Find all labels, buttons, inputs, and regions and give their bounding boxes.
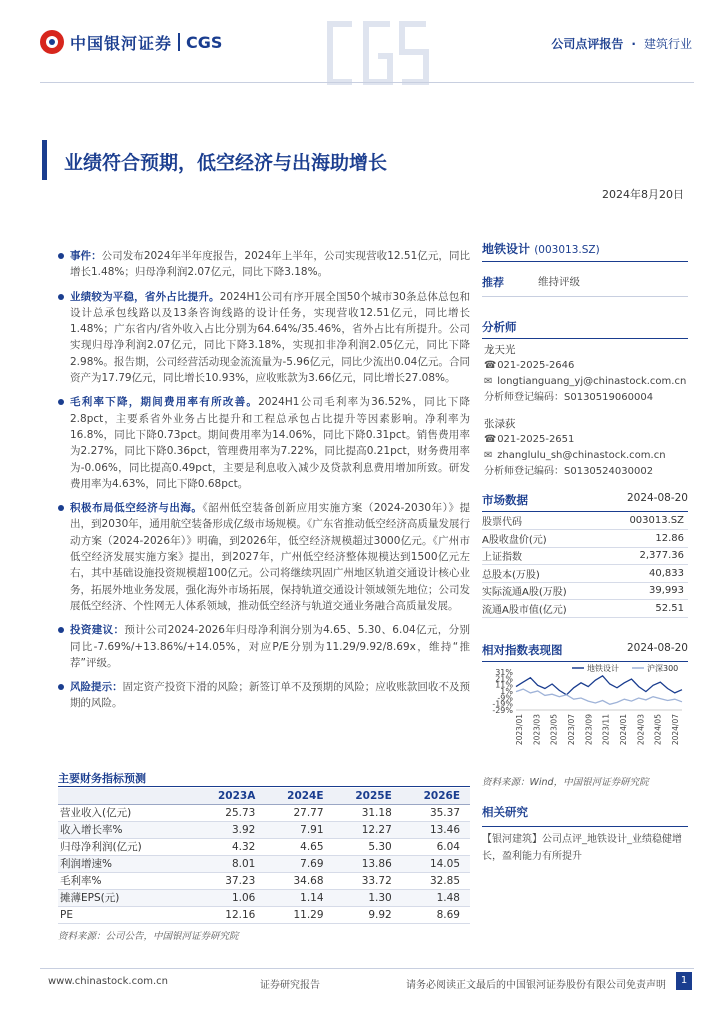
analyst-email-row[interactable] — [484, 448, 688, 464]
para-text: 2024H1公司有序开展全国50个城市30条总体总包和设计总承包线路以及13条咨询线路的设计任务，实现营收12.51亿元，同比增长1.48%；广东省内/省外收入占比分别为64.64%/35.46%，省外占比有所提升。公司实现归母净利润2.07亿元，同比下降3.18%，实现扣非净利润2.05亿元，同比下降2.98%。报告期，公司经营活动现金流流量为-5.96亿元，同比少流出0.04亿元。合同资产为17.79亿元，同比增长10.93%，应收账款为3.66亿元，同比增长27.08%。 — [70, 290, 470, 385]
phone-icon: ☎ — [484, 434, 497, 445]
table-cell: 收入增长率% — [58, 821, 196, 838]
phone-icon: ☎ — [484, 360, 497, 371]
analyst-section-header — [482, 319, 688, 339]
table-cell: 52.51 — [604, 600, 688, 618]
fin-table-source: 资料来源：公司公告，中国银河证券研究院 — [58, 931, 239, 942]
logo-divider — [178, 33, 180, 51]
table-row — [482, 582, 688, 600]
table-cell: 7.91 — [265, 821, 333, 838]
table-cell: 实际流通A股(万股) — [482, 582, 604, 600]
y-tick-label: 21% — [495, 673, 513, 683]
brand-logo — [40, 30, 222, 54]
analyst-phone-row — [484, 432, 688, 448]
para-lead: 投资建议： — [70, 624, 125, 637]
rating-row — [482, 274, 688, 297]
chart-source: 资料来源：Wind，中国银河证券研究院 — [482, 776, 649, 788]
analyst-phone: 021-2025-2646 — [497, 360, 575, 371]
para-margin — [58, 394, 470, 492]
table-cell: 27.77 — [265, 804, 333, 821]
chart-header: 相对指数表现图 — [482, 642, 563, 657]
cert-code: S0130524030002 — [564, 466, 654, 477]
table-cell: 营业收入(亿元) — [58, 804, 196, 821]
report-type-label: 公司点评报告 — [551, 37, 624, 51]
logo-emblem-icon — [40, 30, 64, 54]
analyst-phone: 021-2025-2651 — [497, 434, 575, 445]
chart-section-header — [482, 642, 688, 662]
logo-cgs: CGS — [186, 32, 223, 52]
y-tick-label: -29% — [492, 705, 513, 715]
table-cell: 1.14 — [265, 889, 333, 906]
x-tick-label: 2024/05 — [653, 713, 663, 745]
table-cell: 股票代码 — [482, 512, 604, 530]
table-cell: 13.46 — [402, 821, 470, 838]
footer-doc-type: 证券研究报告 — [260, 980, 320, 991]
legend-label: 地铁设计 — [587, 663, 619, 673]
sidebar-column — [482, 240, 688, 865]
para-event — [58, 248, 470, 281]
cert-label: 分析师登记编码： — [484, 466, 564, 477]
para-risk — [58, 679, 470, 712]
y-tick-label: -9% — [497, 692, 513, 702]
rating-label: 推荐 — [482, 276, 504, 289]
table-cell: 8.01 — [196, 855, 266, 872]
para-text: 预计公司2024-2026年归母净利润分别为4.65、5.30、6.04亿元，分别同比-7.69%/+13.86%/+14.05%，对应P/E分别为11.29/9.92/8.69x，维持“推荐”评级。 — [70, 624, 470, 669]
market-date: 2024-08-20 — [626, 492, 688, 504]
table-cell: 4.32 — [196, 838, 266, 855]
fin-table-title: 主要财务指标预测 — [58, 772, 146, 785]
para-text: 《韶州低空装备创新应用实施方案（2024-2030年）》提出，到2030年，通用航空装备形成亿级市场规模。《广东省推动低空经济高质量发展行动方案（2024-2026年）》明确，到2026年，低空经济规模超过3000亿元。《广州市低空经济发展实施方案》提出，到2027年，广州低空经济整体规模达到1500亿元左右，其中基础设施投资规模超100亿元。公司将继续巩固广州地区轨道交通设计核心业务，拓展外地业务发展，强化海外市场拓展，保持轨道交通设计领域领先地位；公司发展低空经济、个性网无人体系领域，推动低空经济与轨道交通业务融合高质量发展。 — [70, 502, 471, 612]
table-cell: 5.30 — [334, 838, 402, 855]
market-header: 市场数据 — [482, 493, 528, 507]
table-cell: 6.04 — [402, 838, 470, 855]
y-tick-label: 31% — [495, 667, 513, 677]
chart-canvas — [482, 662, 688, 770]
para-text: 2024H1公司毛利率为36.52%，同比下降2.8pct，主要系省外业务占比提升和工程总承包占比提升等因素影响。净利率为16.8%，同比下降0.73pct。期间费用率为14.06%，同比下降0.31pct。销售费用率为2.27%，同比下降0.36pct，管理费用率为7.22%，同比提高0.21pct，财务费用率为-0.06%，同比提高0.49pct，主要是利息收入减少及贷款利息费用增加所致。研发费用率为4.63%，同比下降0.68pct。 — [70, 396, 470, 490]
separator-dot: · — [631, 37, 636, 51]
analyst-header: 分析师 — [482, 320, 517, 334]
table-cell: 35.37 — [402, 804, 470, 821]
company-heading — [482, 240, 688, 262]
table-cell: 1.48 — [402, 889, 470, 906]
analyst-cert-row — [484, 464, 688, 480]
x-tick-label: 2023/01 — [515, 713, 524, 745]
table-cell: 上证指数 — [482, 547, 604, 565]
series-line-index — [516, 689, 682, 704]
related-research-link[interactable]: 【银河建筑】公司点评_地铁设计_业绩稳健增长，盈利能力有所提升 — [482, 826, 688, 865]
x-tick-label: 2023/11 — [601, 713, 611, 745]
header-divider — [40, 82, 694, 83]
table-row — [58, 838, 470, 855]
chart-date: 2024-08-20 — [626, 641, 688, 654]
report-type — [551, 35, 692, 52]
analyst-block — [482, 342, 688, 406]
table-cell: 39,993 — [604, 582, 688, 600]
table-cell: 12.16 — [196, 906, 266, 923]
analyst-email: zhanglulu_sh@chinastock.com.cn — [497, 450, 666, 461]
y-tick-label: 1% — [500, 686, 513, 696]
mail-icon: ✉ — [484, 450, 493, 461]
table-cell: PE — [58, 906, 196, 923]
x-tick-label: 2024/03 — [636, 713, 646, 745]
report-title: 业绩符合预期，低空经济与出海助增长 — [64, 152, 388, 174]
footer-disclaimer: 请务必阅读正文最后的中国银河证券股份有限公司免责声明 — [406, 980, 666, 991]
analyst-email-row[interactable] — [484, 374, 688, 390]
table-row — [58, 855, 470, 872]
para-lead: 积极布局低空经济与出海。 — [70, 502, 203, 515]
table-row — [482, 547, 688, 565]
table-row — [58, 872, 470, 889]
table-header: 2024E — [265, 788, 333, 804]
table-row — [482, 565, 688, 583]
cert-label: 分析师登记编码： — [484, 392, 564, 403]
market-data-table — [482, 512, 688, 618]
table-header: 2023A — [196, 788, 266, 804]
x-tick-label: 2023/07 — [567, 713, 576, 745]
logo-text: 中国银河证券 — [70, 33, 173, 53]
footer-divider — [40, 968, 694, 969]
title-accent-bar — [42, 140, 47, 180]
table-row — [58, 821, 470, 838]
para-lead: 事件： — [70, 250, 102, 262]
table-header: 2026E — [402, 788, 470, 804]
table-cell: 3.92 — [196, 821, 266, 838]
y-tick-label: 11% — [495, 680, 513, 690]
table-cell: 13.86 — [334, 855, 402, 872]
table-cell: 14.05 — [402, 855, 470, 872]
table-cell: 毛利率% — [58, 872, 196, 889]
table-cell: 37.23 — [196, 872, 266, 889]
fin-table-divider — [58, 786, 470, 787]
table-cell: 33.72 — [334, 872, 402, 889]
series-line-stock — [516, 675, 682, 694]
table-cell: 9.92 — [334, 906, 402, 923]
table-cell: 34.68 — [265, 872, 333, 889]
table-cell: 40,833 — [604, 565, 688, 583]
relative-index-chart — [482, 662, 688, 772]
table-row — [482, 530, 688, 548]
table-cell: A股收盘价(元) — [482, 530, 604, 548]
x-tick-label: 2023/09 — [584, 713, 594, 745]
analyst-cert-row — [484, 390, 688, 406]
x-tick-label: 2023/05 — [549, 713, 559, 745]
table-cell: 32.85 — [402, 872, 470, 889]
table-cell: 003013.SZ — [604, 512, 688, 530]
table-header — [58, 788, 196, 804]
analyst-name: 龙天光 — [484, 344, 516, 356]
table-cell: 4.65 — [265, 838, 333, 855]
company-name: 地铁设计 — [482, 242, 531, 256]
footer-url[interactable]: www.chinastock.com.cn — [48, 976, 168, 987]
cgs-watermark-icon — [322, 14, 432, 92]
analyst-email: longtianguang_yj@chinastock.com.cn — [497, 376, 687, 387]
table-cell: 2,377.36 — [604, 547, 688, 565]
para-lead: 风险提示： — [70, 681, 123, 694]
legend-label: 沪深300 — [647, 663, 679, 673]
table-cell: 8.69 — [402, 906, 470, 923]
para-investment — [58, 622, 470, 671]
analyst-block — [482, 416, 688, 480]
para-text: 固定资产投资下滑的风险；新签订单不及预期的风险；应收账款回收不及预期的风险。 — [70, 681, 471, 710]
para-lead: 业绩较为平稳，省外占比提升。 — [70, 290, 220, 303]
table-row — [482, 600, 688, 618]
table-row — [58, 804, 470, 821]
table-header: 2025E — [334, 788, 402, 804]
x-tick-label: 2024/01 — [619, 713, 628, 745]
table-cell: 归母净利润(亿元) — [58, 838, 196, 855]
related-section-header — [482, 804, 688, 823]
table-cell: 25.73 — [196, 804, 266, 821]
table-row — [58, 906, 470, 923]
x-tick-label: 2023/03 — [532, 713, 542, 745]
table-cell: 流通A股市值(亿元) — [482, 600, 604, 618]
analyst-phone-row — [484, 358, 688, 374]
table-cell: 11.29 — [265, 906, 333, 923]
cert-code: S0130519060004 — [564, 392, 654, 403]
para-text: 公司发布2024年半年度报告，2024年上半年，公司实现营收12.51亿元，同比增长1.48%；归母净利润2.07亿元，同比下降3.18%。 — [70, 250, 470, 279]
table-cell: 利润增速% — [58, 855, 196, 872]
x-tick-label: 2024/07 — [671, 713, 680, 745]
table-row — [482, 512, 688, 530]
related-header: 相关研究 — [482, 804, 528, 819]
summary-column — [58, 248, 470, 720]
table-cell: 12.86 — [604, 530, 688, 548]
table-cell: 1.30 — [334, 889, 402, 906]
mail-icon: ✉ — [484, 376, 493, 387]
page-header — [0, 0, 724, 95]
table-cell: 摊薄EPS(元) — [58, 889, 196, 906]
rating-value: 维持评级 — [538, 276, 580, 288]
table-cell: 12.27 — [334, 821, 402, 838]
analyst-name: 张渌荻 — [484, 418, 516, 430]
financial-forecast-table — [58, 788, 470, 924]
table-cell: 1.06 — [196, 889, 266, 906]
y-tick-label: -19% — [492, 699, 513, 709]
para-low-altitude — [58, 500, 470, 614]
table-row — [58, 889, 470, 906]
table-cell: 31.18 — [334, 804, 402, 821]
para-performance — [58, 289, 470, 387]
table-cell: 7.69 — [265, 855, 333, 872]
industry-label: 建筑行业 — [643, 37, 692, 51]
table-cell: 总股本(万股) — [482, 565, 604, 583]
report-date: 2024年8月20日 — [602, 188, 684, 201]
page-number: 1 — [676, 972, 692, 990]
table-header-row — [58, 788, 470, 804]
stock-code: (003013.SZ) — [534, 244, 600, 256]
para-lead: 毛利率下降，期间费用率有所改善。 — [70, 396, 259, 409]
market-section-header — [482, 492, 688, 512]
